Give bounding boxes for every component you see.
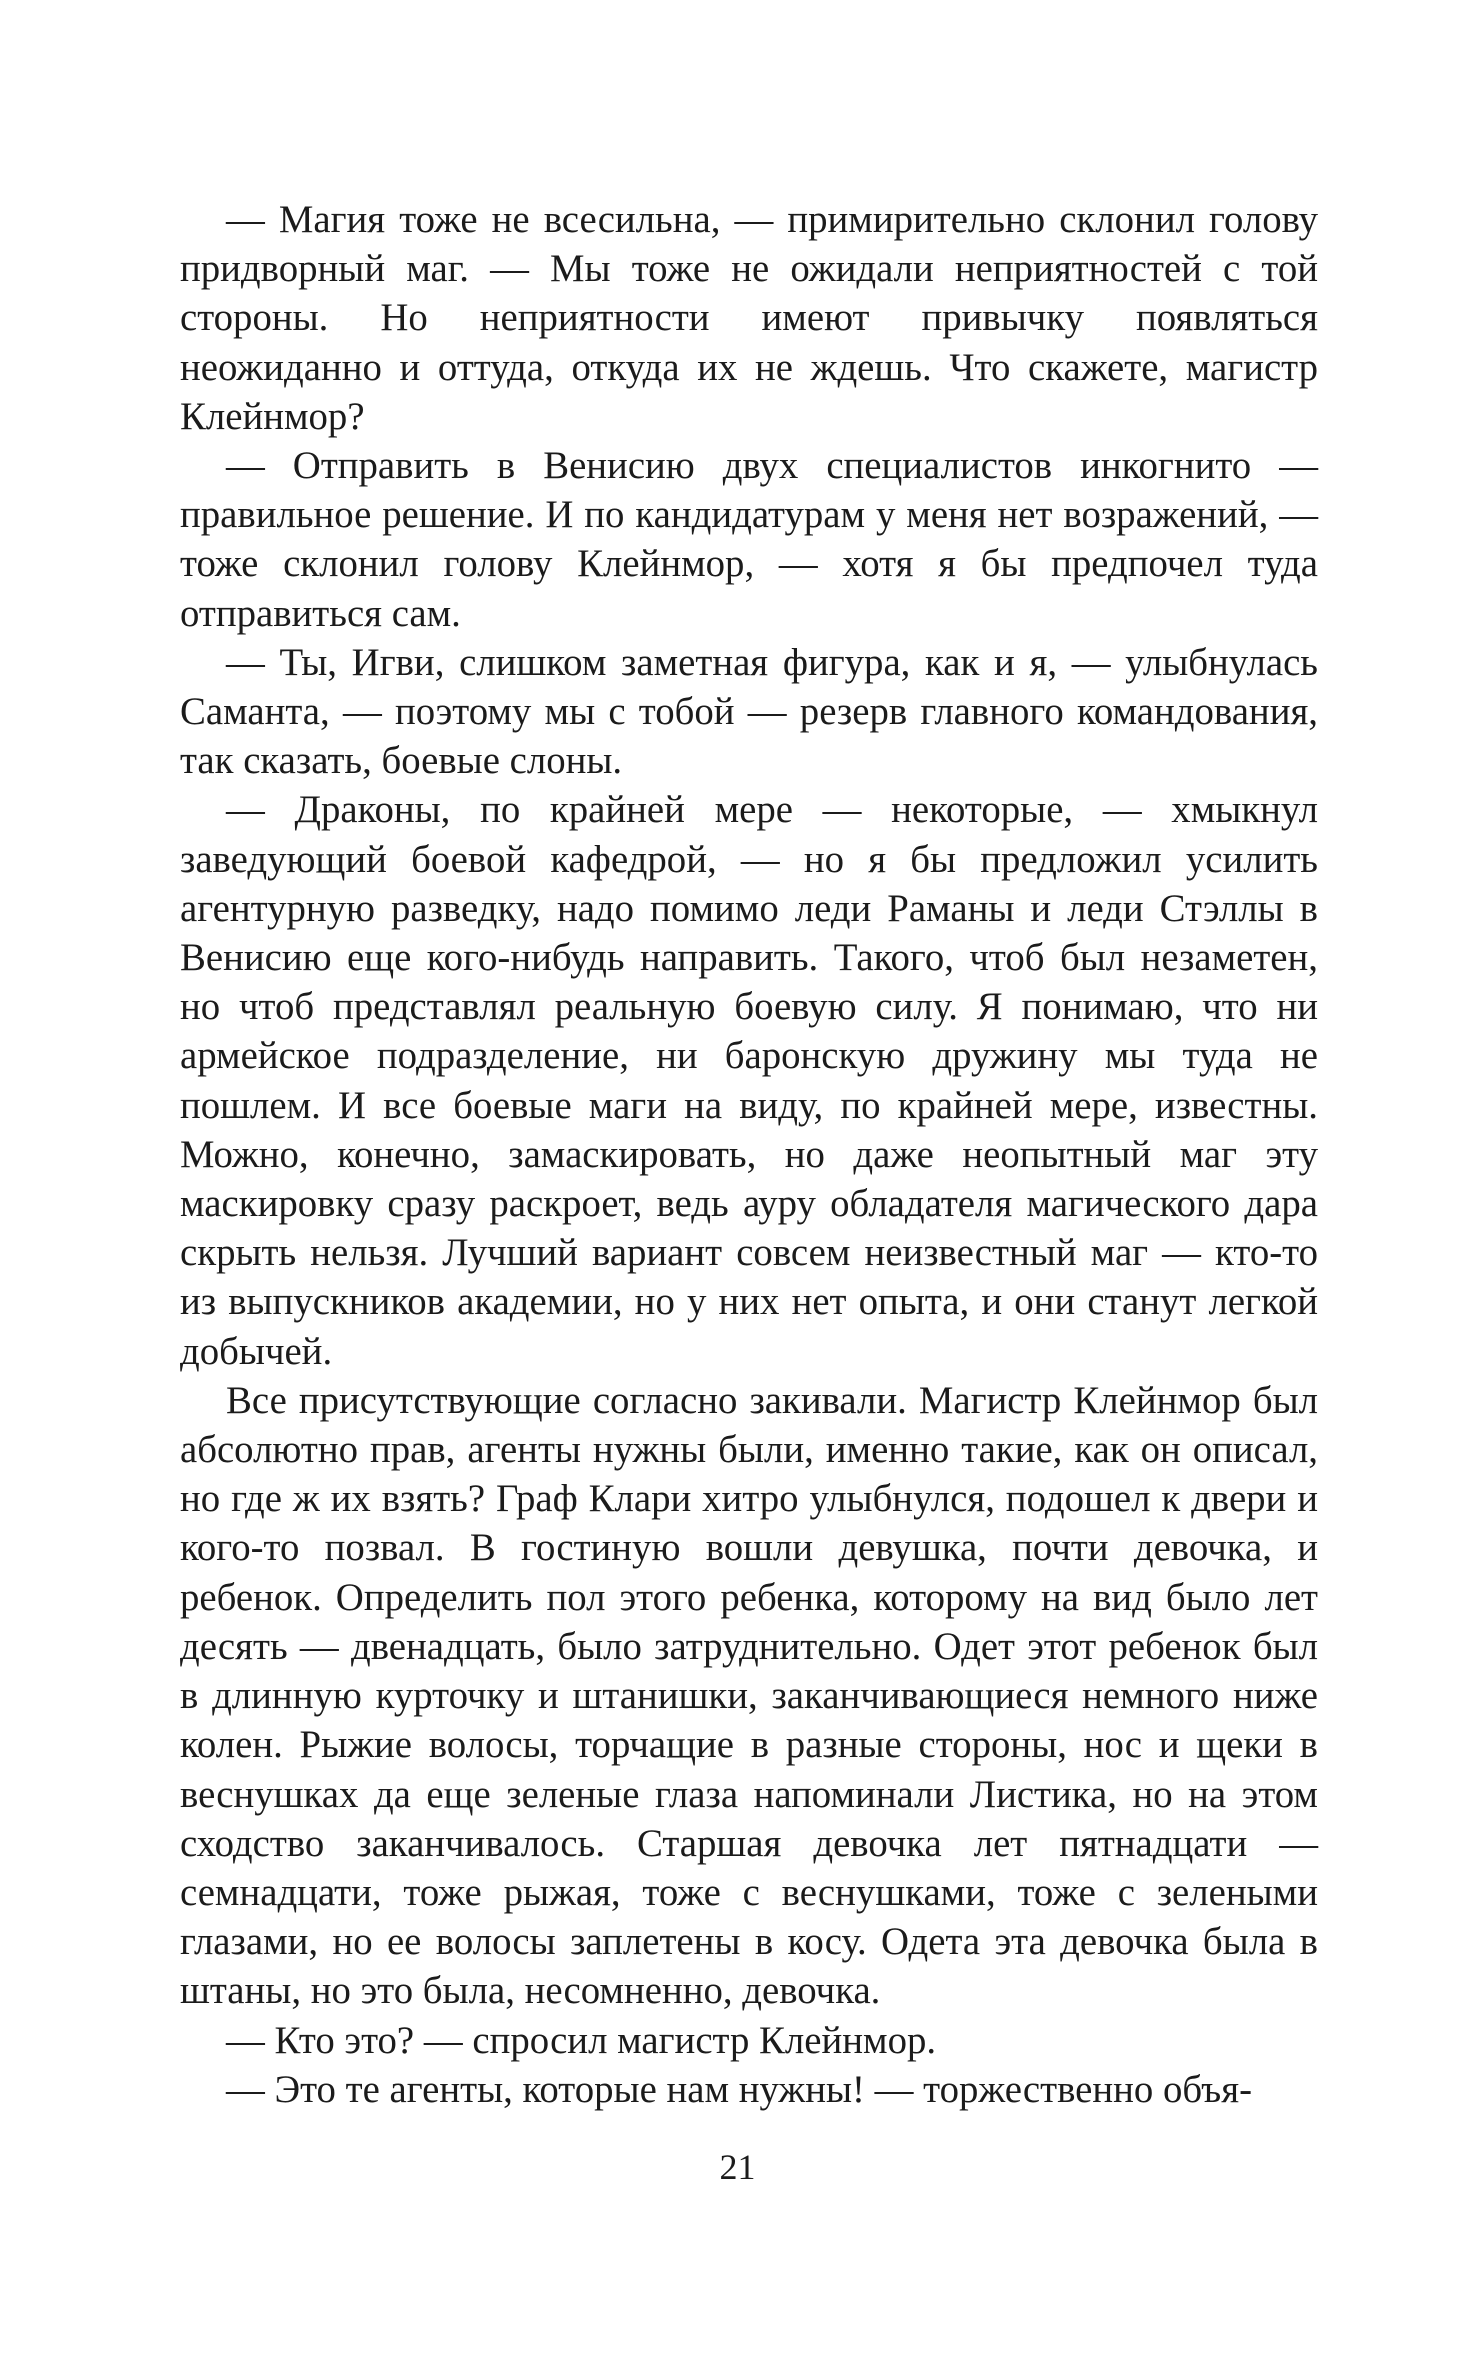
- paragraph-1: — Магия тоже не всесильна, — примирительно склонил голову придворный маг. — Мы тоже не ожидали неприятностей с той стороны. Но неприятности имеют привычку появляться неожиданно и оттуда, откуда их не ждешь. Что скажете, магистр Клейнмор?: [180, 198, 1318, 438]
- paragraph-7: — Это те агенты, которые нам нужны! — торжественно объя-: [226, 2067, 1252, 2111]
- paragraph-3: — Ты, Игви, слишком заметная фигура, как и я, — улыбнулась Саманта, — поэтому мы с тобой — резерв главного командования, так сказать, боевые слоны.: [180, 640, 1318, 783]
- paragraph-6: — Кто это? — спросил магистр Клейнмор.: [226, 2018, 937, 2062]
- paragraph-5: Все присутствующие согласно закивали. Магистр Клейнмор был абсолютно прав, агенты нужны были, именно такие, как он описал, но где ж их взять? Граф Клари хитро улыбнулся, подошел к двери и кого-то позвал. В гостиную вошли девушка, почти девочка, и ребенок. Определить пол этого ребенка, которому на вид было лет десять — двенадцать, было затруднительно. Одет этот ребенок был в длинную курточку и штанишки, заканчивающиеся немного ниже колен. Рыжие волосы, торчащие в разные стороны, нос и щеки в веснушках да еще зеленые глаза напоминали Листика, но на этом сходство заканчивалось. Старшая девочка лет пятнадцати — семнадцати, тоже рыжая, тоже с веснушками, тоже с зелеными глазами, но ее волосы заплетены в косу. Одета эта девочка была в штаны, но это была, несомненно, девочка.: [180, 1378, 1318, 2013]
- body-text: [180, 195, 1318, 2114]
- paragraph-2: — Отправить в Венисию двух специалистов инкогнито — правильное решение. И по кандидатурам у меня нет возражений, — тоже склонил голову Клейнмор, — хотя я бы предпочел туда отправиться сам.: [180, 444, 1318, 635]
- page-number: 21: [719, 2147, 756, 2187]
- paragraph-4: — Драконы, по крайней мере — некоторые, — хмыкнул заведующий боевой кафедрой, — но я бы предложил усилить агентурную разведку, надо помимо леди Раманы и леди Стэллы в Венисию еще кого-нибудь направить. Такого, чтоб был незаметен, но чтоб представлял реальную боевую силу. Я понимаю, что ни армейское подразделение, ни баронскую дружину мы туда не пошлем. И все боевые маги на виду, по крайней мере, известны. Можно, конечно, замаскировать, но даже неопытный маг эту маскировку сразу раскроет, ведь ауру обладателя магического дара скрыть нельзя. Лучший вариант совсем неизвестный маг — кто-то из выпускников академии, но у них нет опыта, и они станут легкой добычей.: [180, 788, 1318, 1373]
